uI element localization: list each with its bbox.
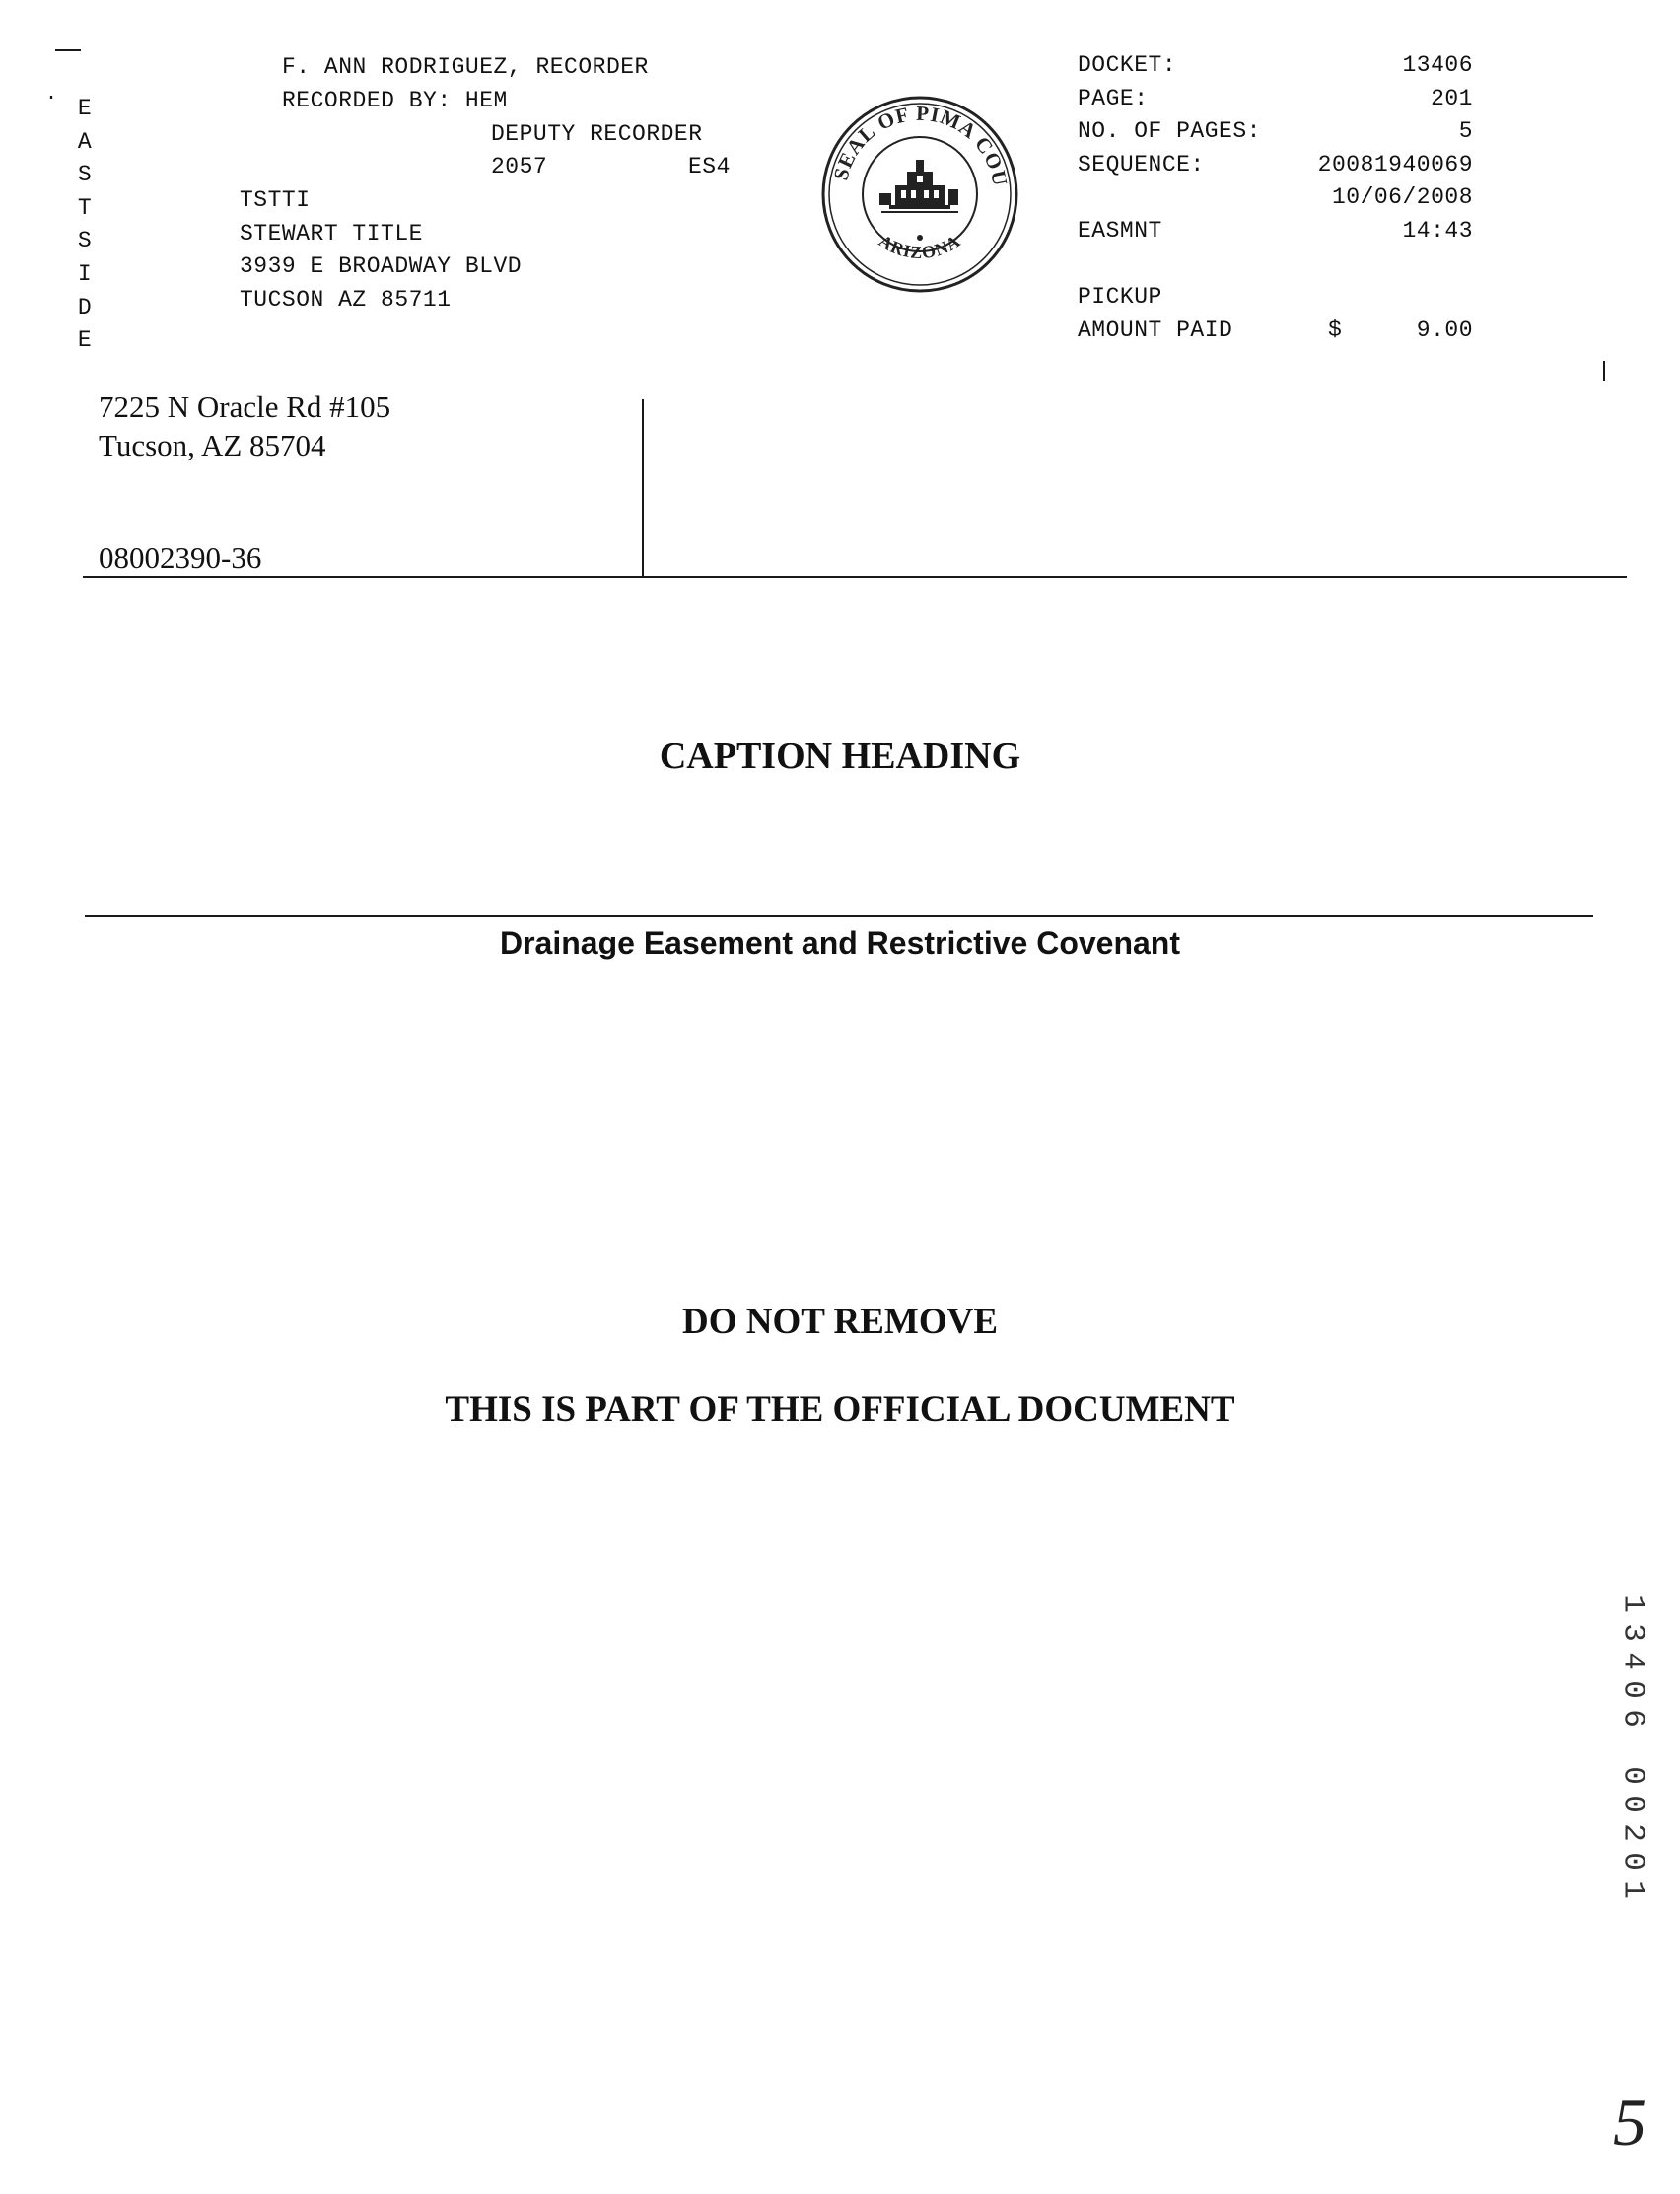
field-label: EASMNT — [1078, 217, 1162, 244]
field-value: 13406 — [1402, 52, 1473, 78]
eastside-letter: D — [77, 294, 93, 320]
right-fields — [0, 49, 1680, 347]
eastside-letter: E — [77, 96, 93, 121]
title-rule — [85, 915, 1593, 917]
field-label: DOCKET: — [1078, 52, 1177, 78]
field-value: 5 — [1458, 118, 1473, 145]
field-label: AMOUNT PAID — [1078, 317, 1233, 343]
field-docket — [0, 49, 1680, 83]
side-stamp-char: 1 — [1615, 1594, 1650, 1613]
side-stamp-char: 0 — [1615, 1852, 1650, 1871]
field-value: 20081940069 — [1317, 151, 1473, 177]
field-currency: $ — [1328, 317, 1343, 343]
deputy-number: 2057 — [491, 154, 548, 179]
seal-bottom-text: ARIZONA — [875, 230, 965, 263]
bullet-mark: · — [45, 87, 58, 109]
page-mark: 5 — [1613, 2085, 1646, 2159]
eastside-letter: I — [77, 260, 93, 287]
field-page — [0, 83, 1680, 116]
deputy-recorder: DEPUTY RECORDER — [491, 121, 703, 147]
addressee-company: STEWART TITLE — [240, 221, 423, 247]
return-address-line2: Tucson, AZ 85704 — [99, 428, 326, 462]
field-amount — [0, 315, 1680, 348]
address-divider — [642, 399, 644, 577]
side-stamp-char: 0 — [1615, 1680, 1650, 1699]
addressee-code: TSTTI — [240, 187, 311, 213]
field-pages — [0, 115, 1680, 149]
recorded-by: RECORDED BY: HEM — [282, 88, 508, 113]
eastside-letter: E — [77, 327, 93, 354]
eastside-letter: T — [77, 194, 93, 221]
document-title: Drainage Easement and Restrictive Covenant — [499, 925, 1180, 960]
return-address-line1: 7225 N Oracle Rd #105 — [99, 389, 391, 424]
caption-heading: CAPTION HEADING — [659, 736, 1021, 777]
side-stamp-char: 0 — [1615, 1766, 1650, 1785]
notice-official-document: THIS IS PART OF THE OFFICIAL DOCUMENT — [445, 1389, 1235, 1430]
side-stamp-char: 0 — [1615, 1795, 1650, 1813]
field-value: 201 — [1431, 85, 1473, 111]
field-label: NO. OF PAGES: — [1078, 118, 1261, 145]
field-blank — [0, 248, 1680, 282]
field-value: 9.00 — [1416, 317, 1473, 343]
field-type — [0, 215, 1680, 248]
side-stamp-char: 1 — [1615, 1880, 1650, 1899]
recorder-name: F. ANN RODRIGUEZ, RECORDER — [282, 54, 649, 80]
seal-text: SEAL OF PIMA COU — [828, 101, 1013, 189]
side-stamp-char: 2 — [1615, 1823, 1650, 1842]
addressee-city: TUCSON AZ 85711 — [240, 287, 452, 313]
reference-number: 08002390-36 — [99, 540, 262, 575]
field-sequence — [0, 149, 1680, 182]
field-label: PICKUP — [1078, 284, 1162, 311]
eastside-letter: A — [77, 128, 93, 155]
side-stamp-char: 6 — [1615, 1709, 1650, 1728]
notice-do-not-remove: DO NOT REMOVE — [681, 1302, 998, 1342]
eastside-letter: S — [77, 228, 93, 254]
field-label: SEQUENCE: — [1078, 151, 1205, 177]
field-value: 10/06/2008 — [1331, 184, 1473, 211]
eastside-letter: S — [77, 162, 93, 188]
field-date — [0, 181, 1680, 215]
deputy-code: ES4 — [688, 154, 731, 179]
side-stamp-char: 4 — [1615, 1652, 1650, 1670]
addressee-street: 3939 E BROADWAY BLVD — [240, 253, 523, 279]
field-value: 14:43 — [1402, 217, 1473, 244]
side-stamp-char: 3 — [1615, 1623, 1650, 1642]
address-underline — [83, 576, 1627, 578]
field-pickup — [0, 281, 1680, 315]
side-stamp — [1613, 1590, 1652, 1904]
field-label: PAGE: — [1078, 85, 1149, 111]
tick-mark — [1603, 361, 1605, 381]
